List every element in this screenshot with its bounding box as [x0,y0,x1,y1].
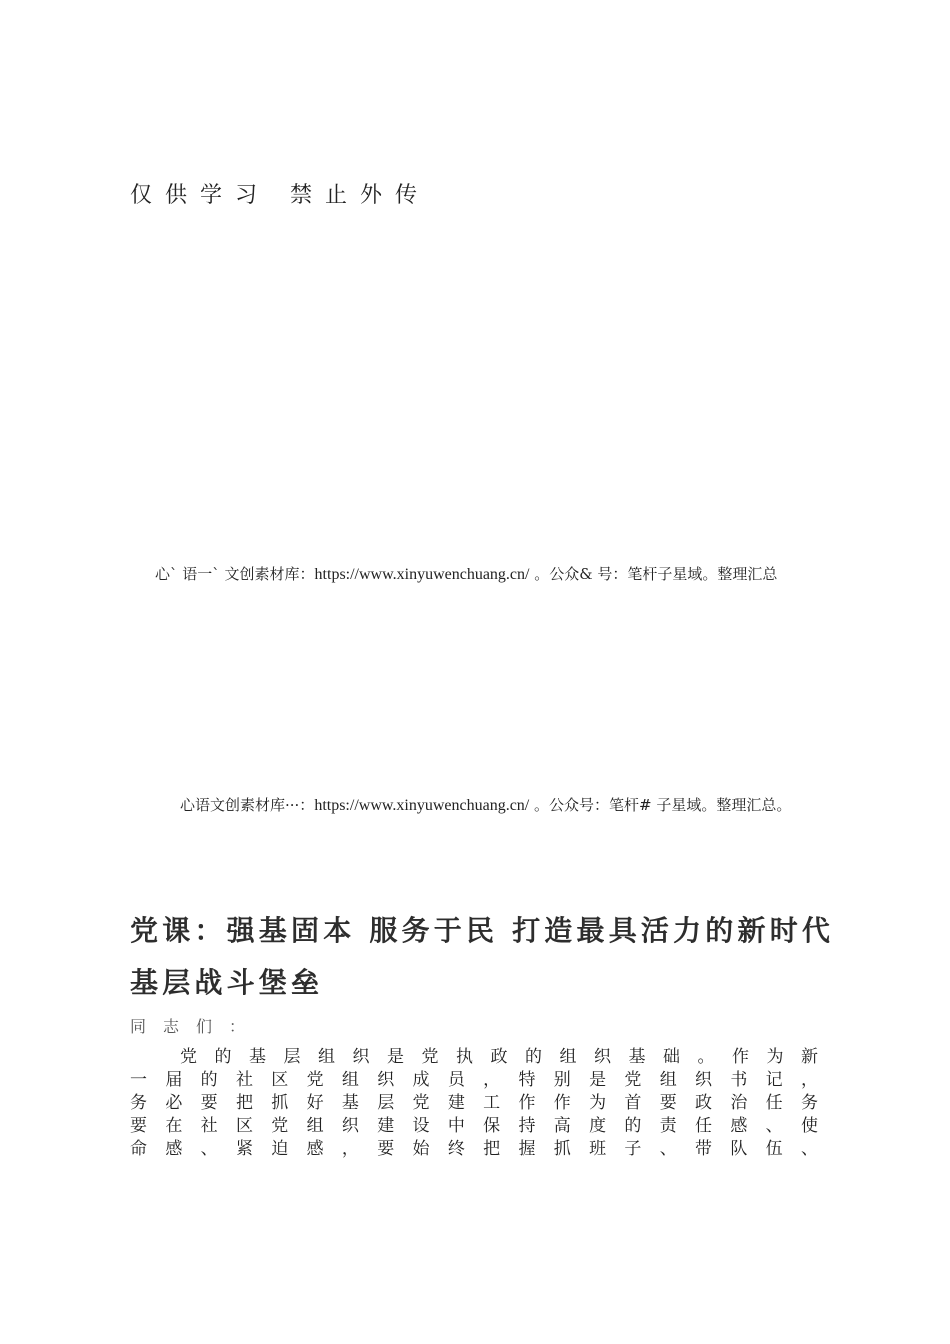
body-char: 。 [697,1047,715,1067]
body-char: 持 [518,1116,536,1136]
body-line [130,1069,818,1092]
body-char: 务 [800,1093,818,1113]
body-char: 、 [200,1139,218,1159]
body-char: 设 [412,1116,430,1136]
body-char: 使 [800,1116,818,1136]
body-char: 组 [341,1070,359,1090]
body-line [130,1092,818,1115]
source-note-2 [130,793,835,818]
body-char: 组 [659,1070,677,1090]
body-char: ， [341,1139,359,1159]
confidential-notice: 仅供学习 禁止外传 [130,183,430,208]
body-char: 织 [377,1070,395,1090]
body-line [130,1138,818,1161]
body-char: 的 [624,1116,642,1136]
source-note-2-suffix: 。公众号：笔杆# 子星域。整理汇总。 [529,796,792,814]
body-char: 要 [377,1139,395,1159]
body-char: 执 [456,1047,473,1067]
body-char: 要 [200,1093,218,1113]
body-char: 班 [589,1139,607,1159]
body-char: 成 [412,1070,430,1090]
body-char: 党 [412,1093,430,1113]
body-char: 作 [518,1093,536,1113]
body-char: 好 [306,1093,324,1113]
body-char: 是 [387,1047,404,1067]
body-char: 是 [589,1070,607,1090]
body-char: 层 [377,1093,395,1113]
body-char: 基 [341,1093,359,1113]
source-note-2-url: https://www.xinyuwenchuang.cn/ [314,797,530,814]
body-char: 度 [589,1116,607,1136]
body-char: 的 [525,1047,542,1067]
body-char: 感 [730,1116,748,1136]
body-char: 必 [165,1093,183,1113]
source-note-1-url: https://www.xinyuwenchuang.cn/ [314,566,530,583]
body-char: 把 [483,1139,501,1159]
body-char: 织 [341,1116,359,1136]
body-char: 任 [695,1116,712,1136]
body-char: 伍 [765,1139,783,1159]
body-char: 组 [306,1116,324,1136]
body-char: 政 [695,1093,712,1113]
body-char: 队 [730,1139,748,1159]
body-char: 命 [130,1139,147,1159]
body-char: 织 [594,1047,611,1067]
body-char: 紧 [235,1139,253,1159]
article-body [130,1046,818,1161]
body-char: 一 [130,1070,147,1090]
body-char: 保 [483,1116,501,1136]
body-char: 书 [730,1070,748,1090]
source-note-1-suffix: 。公众& 号：笔杆子星域。整理汇总 [529,565,778,583]
body-char: ， [483,1070,501,1090]
body-char: 届 [165,1070,183,1090]
body-char: 组 [559,1047,577,1067]
body-char: 在 [165,1116,183,1136]
body-char: 的 [200,1070,218,1090]
body-char: 区 [235,1116,253,1136]
body-char: 础 [663,1047,680,1067]
body-char: 记 [765,1070,783,1090]
body-char: 首 [624,1093,642,1113]
body-char: 感 [306,1139,324,1159]
body-char: 建 [377,1116,395,1136]
body-char: 把 [235,1093,253,1113]
body-char: 新 [801,1047,818,1067]
body-char: 务 [130,1093,147,1113]
source-note-1 [155,563,777,584]
body-char: 责 [659,1116,677,1136]
body-char: 社 [200,1116,218,1136]
body-char: 终 [447,1139,465,1159]
body-char: 为 [589,1093,607,1113]
body-char: 作 [553,1093,571,1113]
body-char: 党 [271,1116,289,1136]
body-char: 要 [659,1093,677,1113]
body-char: 、 [659,1139,677,1159]
body-char: 党 [624,1070,642,1090]
body-line [130,1115,818,1138]
body-char: 员 [447,1070,465,1090]
body-char: 要 [130,1116,147,1136]
body-char: 织 [695,1070,712,1090]
body-char: 的 [214,1047,232,1067]
body-char: 带 [695,1139,712,1159]
body-char: 政 [490,1047,508,1067]
body-char: 党 [180,1047,197,1067]
body-char: 、 [765,1116,783,1136]
body-char: 组 [318,1047,335,1067]
body-char: 治 [730,1093,748,1113]
body-char: 别 [553,1070,571,1090]
body-char: ， [800,1070,818,1090]
body-line [130,1046,818,1069]
salutation: 同志们： [130,1017,263,1036]
body-char: 社 [235,1070,253,1090]
body-char: 特 [518,1070,536,1090]
body-char: 迫 [271,1139,289,1159]
body-char: 感 [165,1139,183,1159]
body-char: 任 [765,1093,783,1113]
body-char: 作 [732,1047,749,1067]
body-char: 握 [518,1139,536,1159]
body-char: 党 [421,1047,439,1067]
body-char: 高 [553,1116,571,1136]
body-char: 基 [628,1047,646,1067]
body-char: 中 [447,1116,465,1136]
body-char: 抓 [271,1093,289,1113]
source-note-1-prefix: 心` 语一` 文创素材库： [155,565,315,583]
body-char: 基 [249,1047,266,1067]
source-note-2-prefix: 心语文创素材库···： [180,796,315,814]
body-char: 子 [624,1139,642,1159]
body-char: 党 [306,1070,324,1090]
body-char: 始 [412,1139,430,1159]
body-char: 抓 [553,1139,571,1159]
body-char: 织 [352,1047,370,1067]
body-char: 建 [447,1093,465,1113]
article-title: 党课：强基固本 服务于民 打造最具活力的新时代基层战斗堡垒 [130,914,835,999]
body-char: 层 [283,1047,301,1067]
body-char: 工 [483,1093,501,1113]
body-char: 、 [800,1139,818,1159]
body-char: 区 [271,1070,289,1090]
body-char: 为 [766,1047,784,1067]
